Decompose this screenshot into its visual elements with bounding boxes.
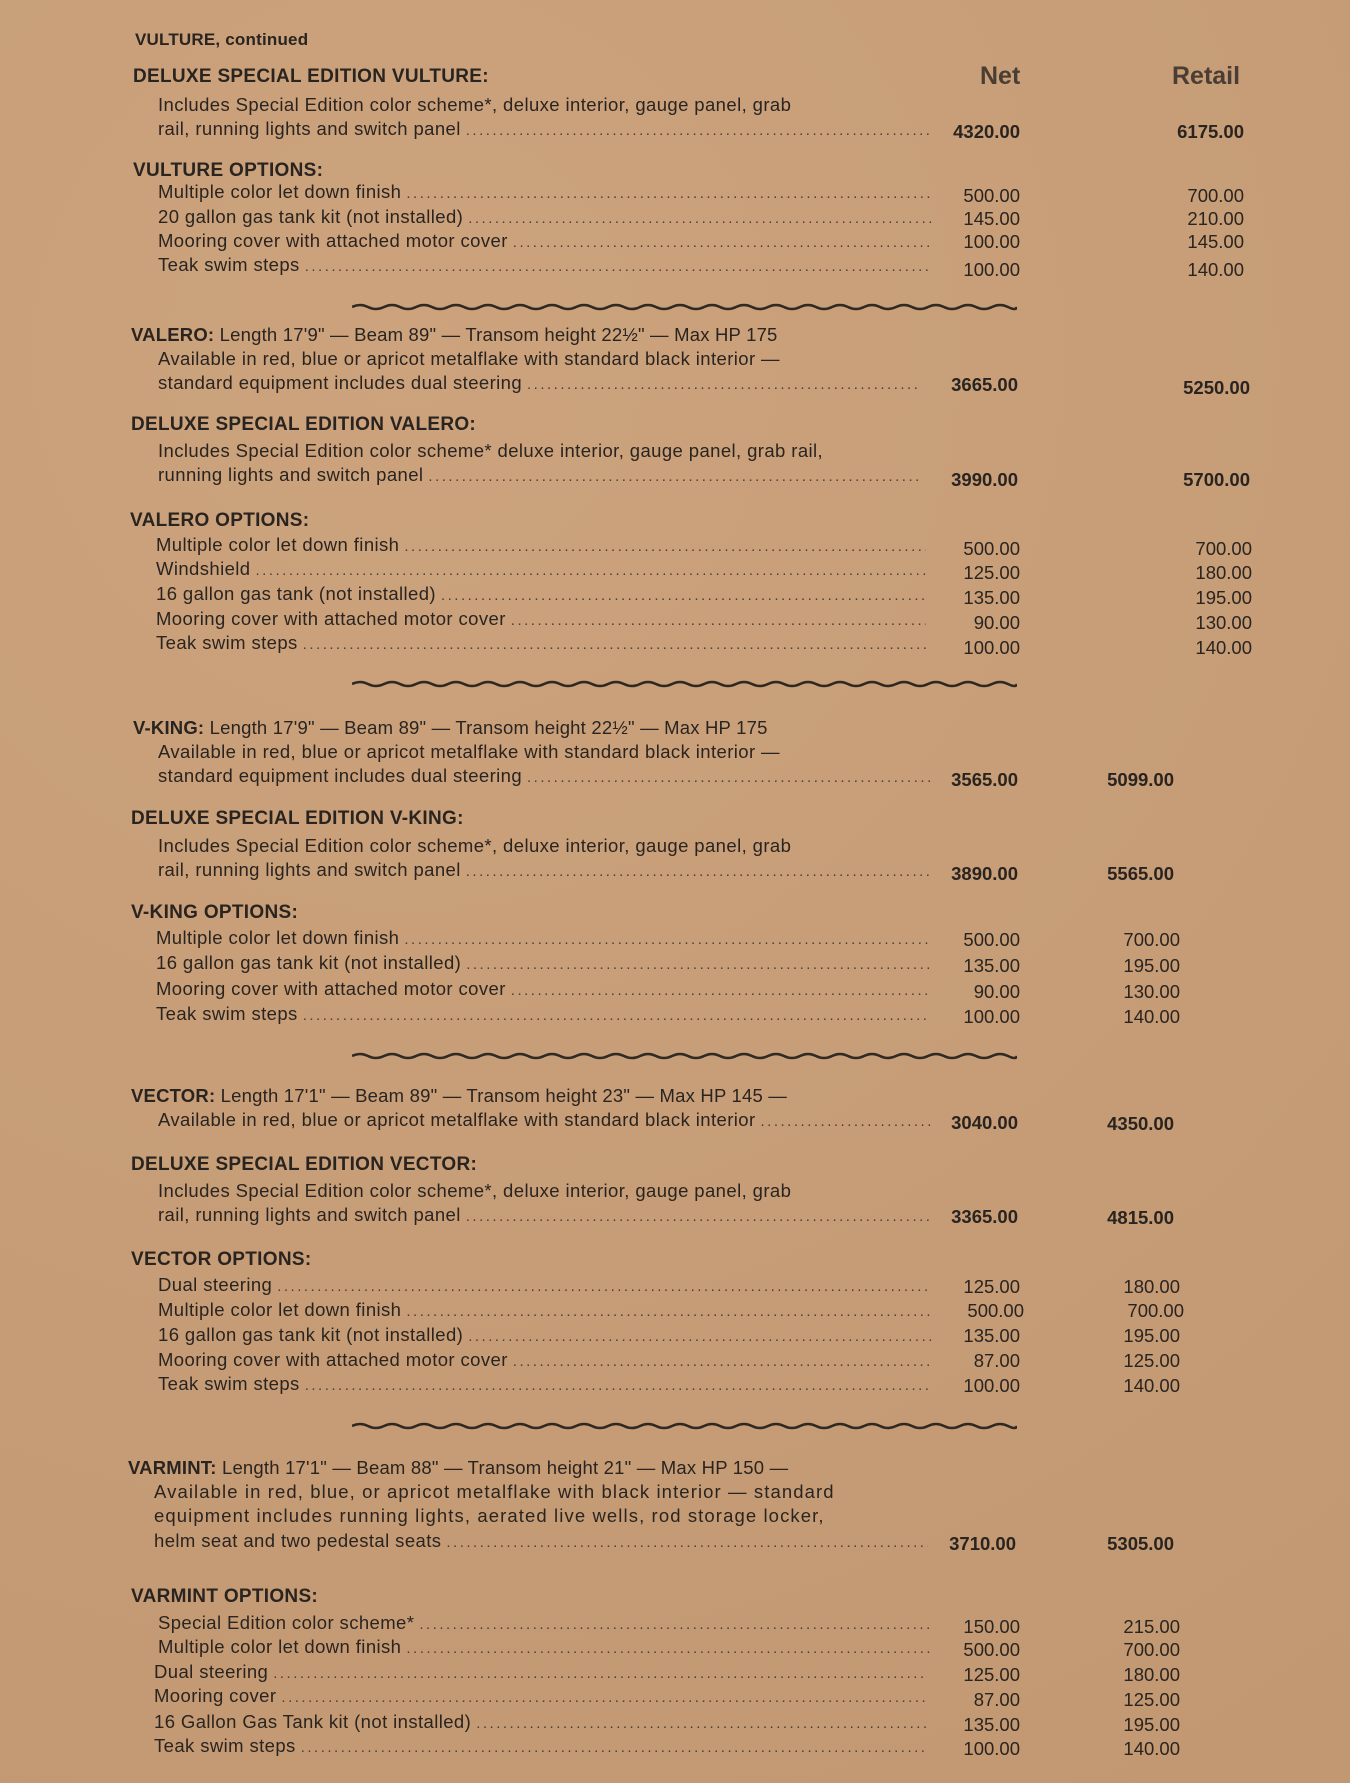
option-retail: 180.00 [1123,1276,1180,1297]
varmint-description-1: Available in red, blue, or apricot metalflake with black interior — standard [154,1481,835,1502]
option-row [156,583,926,605]
dot-leader [466,1208,932,1225]
option-retail: 700.00 [1123,1639,1180,1660]
vector-options-heading: VECTOR OPTIONS: [131,1249,312,1270]
varmint-description-2: equipment includes running lights, aerated live wells, rod storage locker, [154,1505,825,1526]
vector-base-line [158,1109,932,1131]
varmint-base-label: helm seat and two pedestal seats [154,1530,442,1551]
option-row [156,608,926,630]
option-label: Dual steering [154,1661,269,1682]
vulture-deluxe-net: 4320.00 [953,121,1020,142]
option-label: Mooring cover with attached motor cover [158,1349,508,1370]
option-retail: 195.00 [1123,955,1180,976]
dot-leader [466,956,930,973]
dot-leader [419,1616,932,1633]
vector-deluxe-heading: DELUXE SPECIAL EDITION VECTOR: [131,1154,478,1175]
valero-options-heading: VALERO OPTIONS: [130,510,310,531]
wavy-divider [352,1052,1017,1060]
option-net: 87.00 [973,1350,1020,1371]
dot-leader [273,1665,928,1682]
vulture-deluxe-line [158,118,932,140]
dot-leader [256,562,927,579]
dot-leader [466,122,932,139]
option-label: Teak swim steps [156,632,298,653]
varmint-specs: Length 17'1" — Beam 88" — Transom height 21" — Max HP 150 — [216,1457,789,1478]
vector-deluxe-description: Includes Special Edition color scheme*, deluxe interior, gauge panel, grab [158,1180,792,1201]
option-net: 100.00 [963,231,1020,252]
option-retail: 215.00 [1123,1616,1180,1637]
valero-deluxe-net: 3990.00 [951,469,1018,490]
option-net: 100.00 [963,1375,1020,1396]
vking-description: Available in red, blue or apricot metalflake with standard black interior — [158,741,780,762]
dot-leader [305,1377,932,1394]
dot-leader [511,982,930,999]
dot-leader [277,1278,932,1295]
dot-leader [406,1640,932,1657]
vector-net: 3040.00 [951,1112,1018,1133]
wavy-divider [352,680,1017,688]
vking-deluxe-net: 3890.00 [951,863,1018,884]
vking-deluxe-description: Includes Special Edition color scheme*, deluxe interior, gauge panel, grab [158,835,792,856]
option-net: 90.00 [973,981,1020,1002]
option-net: 87.00 [973,1689,1020,1710]
vking-name: V-KING: [133,717,205,738]
dot-leader [303,636,926,653]
option-label: Teak swim steps [156,1003,298,1024]
option-label: Multiple color let down finish [156,534,400,555]
dot-leader [446,1534,928,1551]
option-retail: 700.00 [1127,1300,1184,1321]
option-net: 100.00 [963,637,1020,658]
option-retail: 195.00 [1123,1325,1180,1346]
dot-leader [476,1715,928,1732]
dot-leader [303,1007,930,1024]
option-row [158,1349,932,1371]
option-retail: 700.00 [1123,929,1180,950]
option-net: 500.00 [967,1300,1024,1321]
valero-deluxe-label: running lights and switch panel [158,464,424,485]
valero-retail: 5250.00 [1183,377,1250,398]
option-label: Windshield [156,558,251,579]
vking-retail: 5099.00 [1107,769,1174,790]
vulture-deluxe-label: rail, running lights and switch panel [158,118,461,139]
dot-leader [513,1353,932,1370]
option-label: 20 gallon gas tank kit (not installed) [158,206,464,227]
net-column-header: Net [980,62,1021,90]
option-row [156,952,930,974]
option-row [158,1612,932,1634]
option-retail: 130.00 [1195,612,1252,633]
dot-leader [428,468,920,485]
vking-deluxe-heading: DELUXE SPECIAL EDITION V-KING: [131,808,464,829]
vector-deluxe-label: rail, running lights and switch panel [158,1204,461,1225]
valero-name: VALERO: [131,324,215,345]
dot-leader [406,1303,932,1320]
option-retail: 140.00 [1187,259,1244,280]
option-label: 16 Gallon Gas Tank kit (not installed) [154,1711,472,1732]
dot-leader [468,1328,932,1345]
dot-leader [761,1113,932,1130]
option-retail: 700.00 [1195,538,1252,559]
valero-base-line [158,372,920,394]
option-retail: 140.00 [1195,637,1252,658]
vking-base-label: standard equipment includes dual steering [158,765,523,786]
option-row [156,558,926,580]
option-row [156,1003,930,1025]
option-row [154,1735,928,1757]
vking-deluxe-line [158,859,932,881]
vulture-deluxe-retail: 6175.00 [1177,121,1244,142]
option-label: Teak swim steps [154,1735,296,1756]
option-label: 16 gallon gas tank (not installed) [156,583,436,604]
vector-retail: 4350.00 [1107,1113,1174,1134]
option-net: 135.00 [963,1714,1020,1735]
option-net: 125.00 [963,1276,1020,1297]
option-row [156,632,926,654]
option-retail: 195.00 [1195,587,1252,608]
vector-deluxe-retail: 4815.00 [1107,1207,1174,1228]
option-label: Mooring cover with attached motor cover [156,978,506,999]
valero-description: Available in red, blue or apricot metalflake with standard black interior — [158,348,780,369]
option-net: 125.00 [963,562,1020,583]
option-retail: 140.00 [1123,1375,1180,1396]
varmint-model-line [128,1457,788,1479]
option-retail: 195.00 [1123,1714,1180,1735]
varmint-options-heading: VARMINT OPTIONS: [131,1586,319,1607]
option-row [154,1711,928,1733]
vector-model-line [131,1085,787,1107]
option-net: 135.00 [963,1325,1020,1346]
option-label: Mooring cover [154,1685,277,1706]
option-row [158,1299,932,1321]
vector-base-label: Available in red, blue or apricot metalflake with standard black interior [158,1109,756,1130]
vking-base-line [158,765,932,787]
vector-name: VECTOR: [131,1085,216,1106]
valero-specs: Length 17'9" — Beam 89" — Transom height 22½" — Max HP 175 [214,324,778,345]
option-label: Multiple color let down finish [158,1299,402,1320]
option-row [156,927,930,949]
vulture-options-heading: VULTURE OPTIONS: [133,160,324,181]
dot-leader [281,1689,928,1706]
vking-specs: Length 17'9" — Beam 89" — Transom height 22½" — Max HP 175 [204,717,768,738]
option-retail: 140.00 [1123,1006,1180,1027]
dot-leader [466,863,932,880]
option-label: Dual steering [158,1274,273,1295]
option-row [158,1324,932,1346]
dot-leader [527,769,932,786]
option-net: 135.00 [963,587,1020,608]
option-net: 500.00 [963,538,1020,559]
option-label: Multiple color let down finish [158,1636,402,1657]
option-row [156,534,926,556]
option-net: 145.00 [963,208,1020,229]
vector-specs: Length 17'1" — Beam 89" — Transom height 23" — Max HP 145 — [215,1085,788,1106]
option-net: 500.00 [963,929,1020,950]
option-retail: 145.00 [1187,231,1244,252]
dot-leader [404,931,930,948]
dot-leader [527,376,920,393]
varmint-net: 3710.00 [949,1533,1016,1554]
option-label: Multiple color let down finish [156,927,400,948]
option-row [158,1636,932,1658]
option-retail: 125.00 [1123,1689,1180,1710]
option-label: Mooring cover with attached motor cover [158,230,508,251]
wavy-divider [352,303,1017,311]
valero-deluxe-description: Includes Special Edition color scheme* deluxe interior, gauge panel, grab rail, [158,440,824,461]
option-retail: 180.00 [1195,562,1252,583]
option-net: 500.00 [963,1639,1020,1660]
option-retail: 210.00 [1187,208,1244,229]
valero-deluxe-line [158,464,920,486]
vking-model-line [133,717,768,739]
varmint-name: VARMINT: [128,1457,217,1478]
option-row [154,1661,928,1683]
vking-deluxe-retail: 5565.00 [1107,863,1174,884]
option-net: 90.00 [973,612,1020,633]
option-row [154,1685,928,1707]
option-row [158,1274,932,1296]
dot-leader [468,210,932,227]
option-label: Mooring cover with attached motor cover [156,608,506,629]
option-row [158,1373,932,1395]
option-label: Teak swim steps [158,1373,300,1394]
dot-leader [404,538,926,555]
option-retail: 125.00 [1123,1350,1180,1371]
option-retail: 130.00 [1123,981,1180,1002]
option-net: 100.00 [963,1738,1020,1759]
valero-net: 3665.00 [951,374,1018,395]
option-net: 500.00 [963,185,1020,206]
option-retail: 180.00 [1123,1664,1180,1685]
dot-leader [511,612,926,629]
dot-leader [301,1739,928,1756]
option-row [158,206,932,228]
option-label: Teak swim steps [158,254,300,275]
option-label: 16 gallon gas tank kit (not installed) [158,1324,464,1345]
option-row [158,181,932,203]
option-retail: 140.00 [1123,1738,1180,1759]
option-net: 135.00 [963,955,1020,976]
valero-deluxe-retail: 5700.00 [1183,469,1250,490]
vulture-deluxe-heading: DELUXE SPECIAL EDITION VULTURE: [133,66,489,87]
option-net: 125.00 [963,1664,1020,1685]
option-row [156,978,930,1000]
vulture-deluxe-description: Includes Special Edition color scheme*, deluxe interior, gauge panel, grab [158,94,792,115]
valero-model-line [131,324,778,346]
dot-leader [441,587,926,604]
valero-deluxe-heading: DELUXE SPECIAL EDITION VALERO: [131,414,477,435]
wavy-divider [352,1422,1017,1430]
dot-leader [406,185,932,202]
dot-leader [305,258,932,275]
option-net: 100.00 [963,259,1020,280]
varmint-retail: 5305.00 [1107,1533,1174,1554]
retail-column-header: Retail [1172,62,1241,90]
vector-deluxe-line [158,1204,932,1226]
option-label: Multiple color let down finish [158,181,402,202]
option-row [158,230,932,252]
option-label: 16 gallon gas tank kit (not installed) [156,952,462,973]
option-retail: 700.00 [1187,185,1244,206]
continued-heading: VULTURE, continued [135,30,309,49]
option-net: 150.00 [963,1616,1020,1637]
dot-leader [513,234,932,251]
vector-deluxe-net: 3365.00 [951,1206,1018,1227]
option-net: 100.00 [963,1006,1020,1027]
valero-base-label: standard equipment includes dual steering [158,372,523,393]
option-row [158,254,932,276]
vking-deluxe-label: rail, running lights and switch panel [158,859,461,880]
vking-net: 3565.00 [951,769,1018,790]
option-label: Special Edition color scheme* [158,1612,415,1633]
vking-options-heading: V-KING OPTIONS: [131,902,299,923]
varmint-base-line [154,1530,928,1552]
